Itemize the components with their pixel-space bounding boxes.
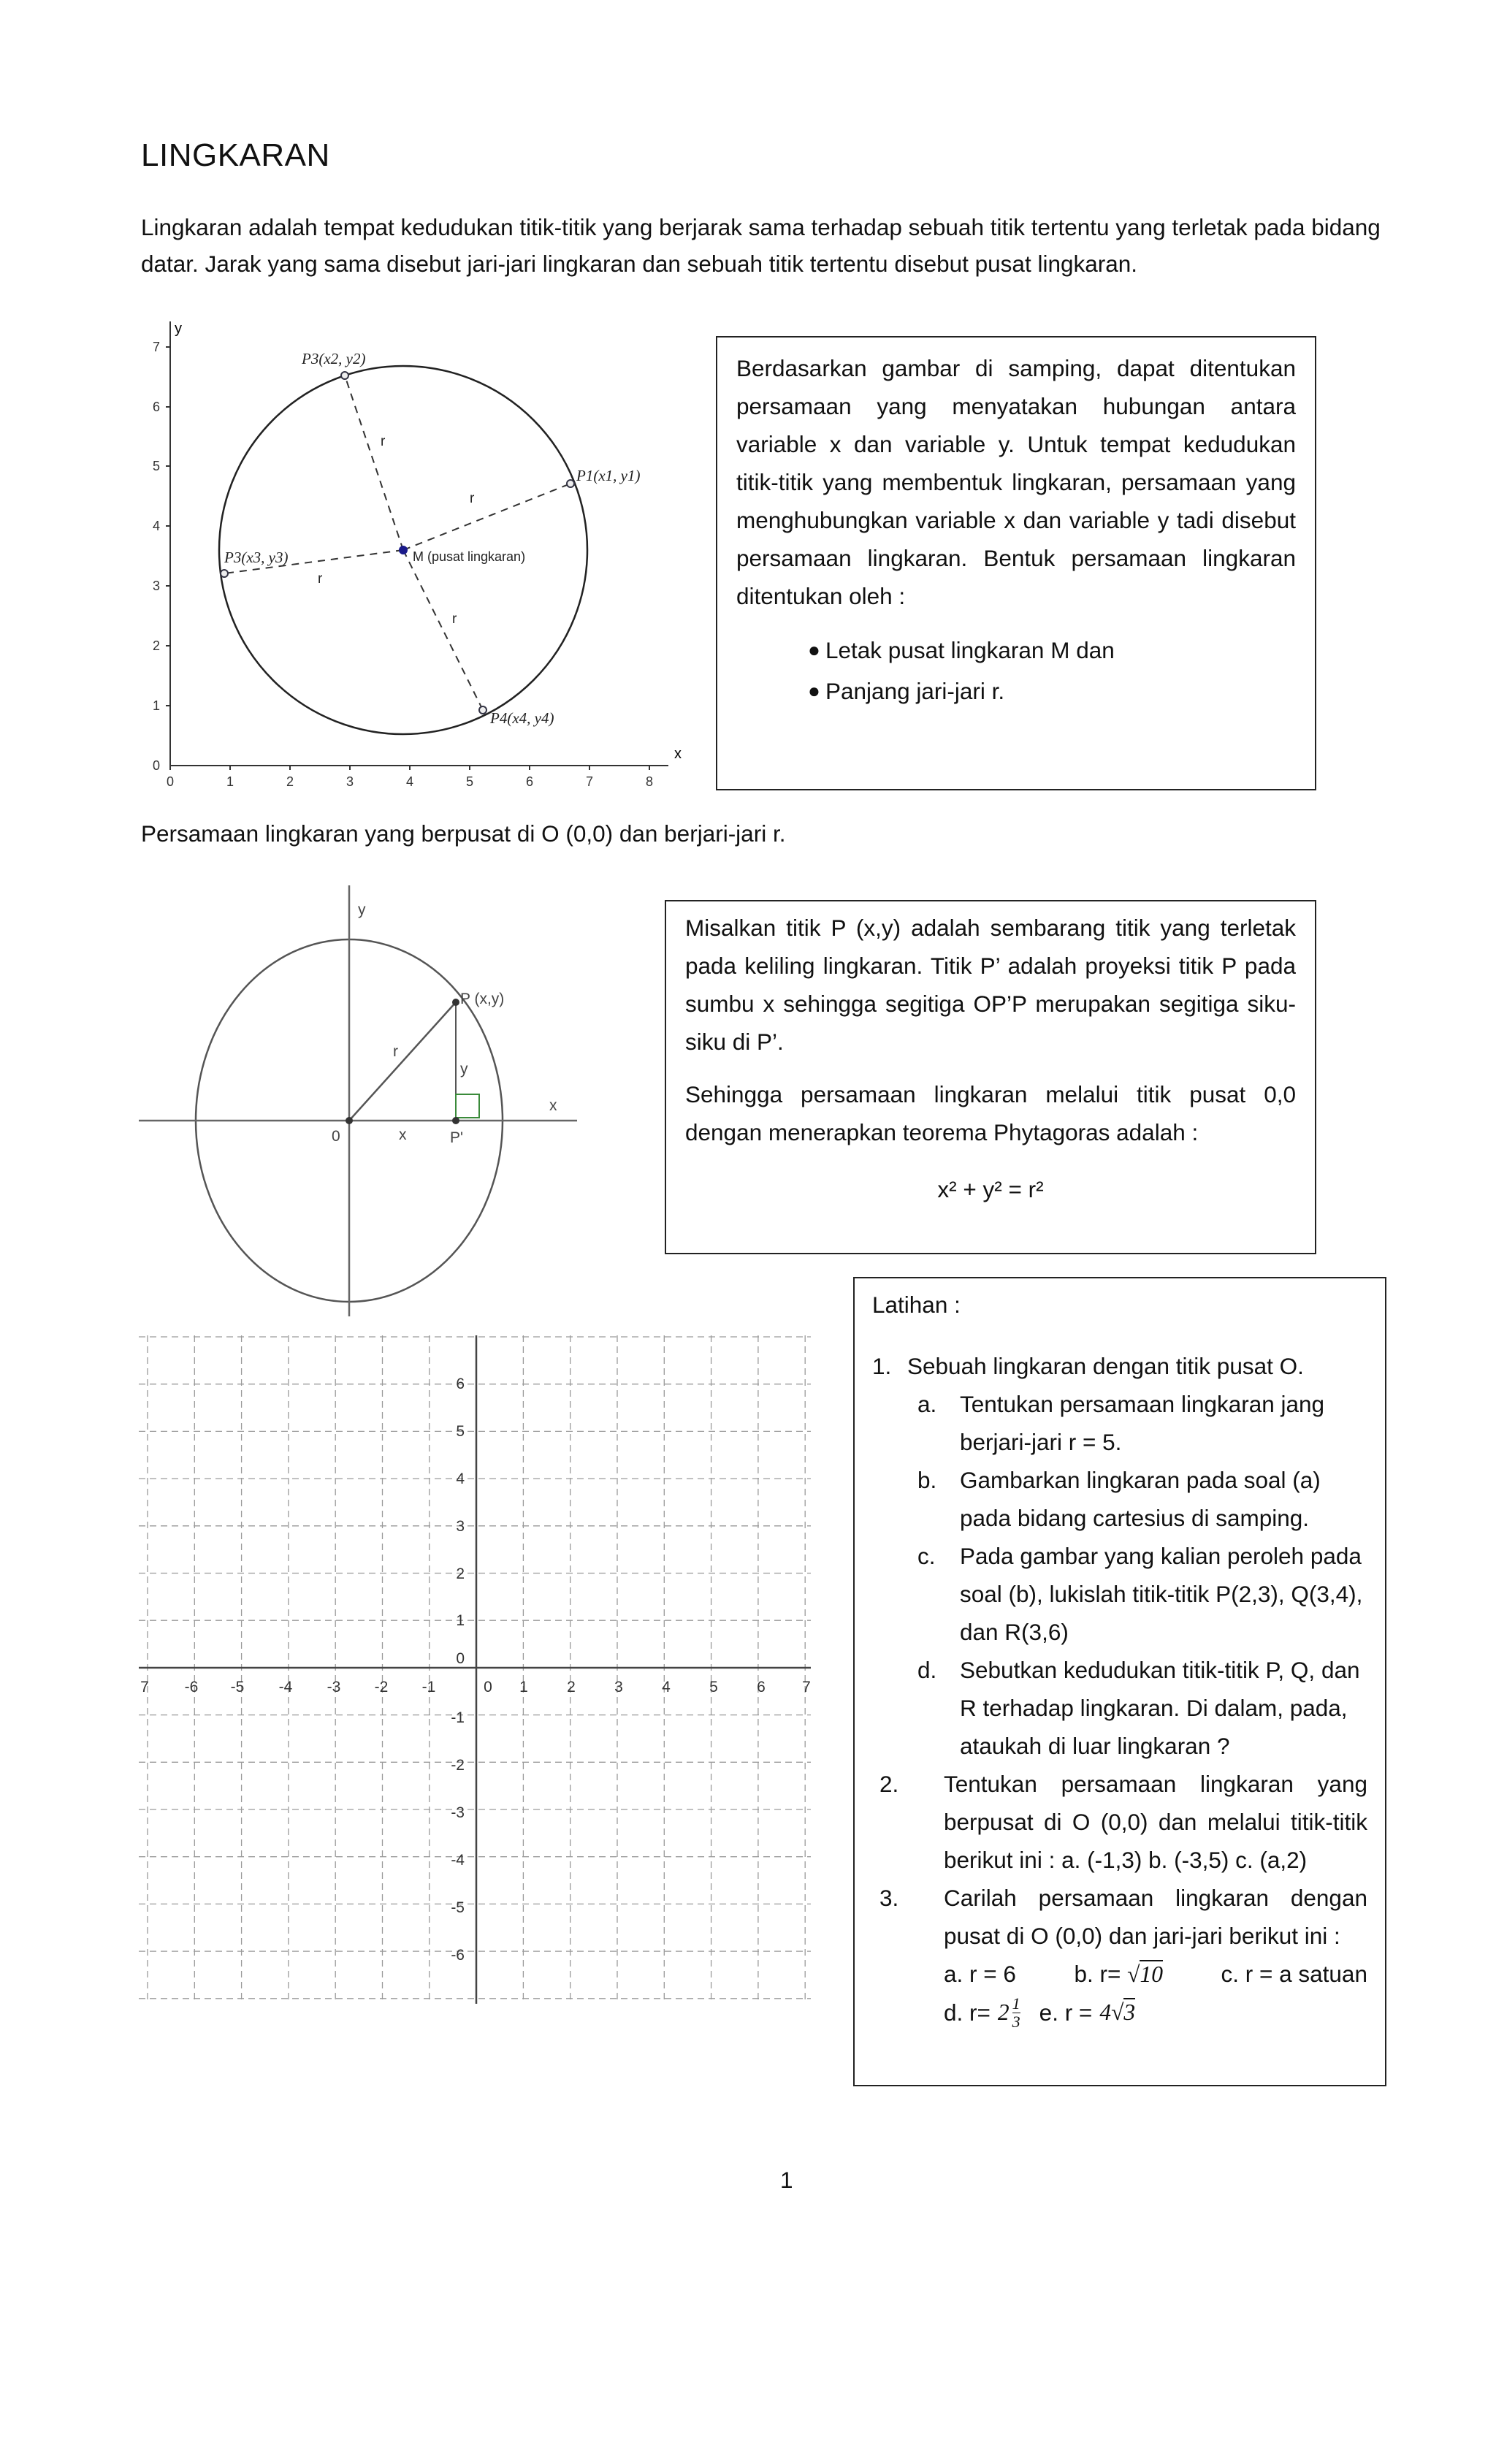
point-p2 [341, 372, 348, 379]
fig1-xtick: 8 [645, 774, 654, 789]
grid-ytick: 3 [456, 1518, 465, 1535]
fig1-xtick: 1 [226, 774, 234, 789]
question-1b: b. Gambarkan lingkaran pada soal (a) pada bidang cartesius di samping. [917, 1467, 1321, 1531]
point-p4 [479, 706, 486, 714]
fig1-xtick: 4 [405, 774, 414, 789]
grid-ytick: 4 [456, 1471, 465, 1487]
question-1: 1. Sebuah lingkaran dengan titik pusat O. [872, 1353, 1304, 1379]
grid-xtick: -1 [421, 1679, 436, 1696]
grid-ytick: 1 [456, 1612, 465, 1629]
fig1-y-label: y [175, 321, 182, 337]
fig1-ytick: 4 [152, 519, 160, 533]
explanation-box [716, 336, 1316, 790]
fig2-y-label: y [358, 901, 366, 918]
label-p1: P1(x1, y1) [576, 467, 641, 484]
pythagoras-text-1: Misalkan titik P (x,y) adalah sembarang titik yang terletak pada keliling lingkaran. Titik P’ adalah proyeksi titik P pada sumbu x sehingga segitiga OP’P merupakan segitiga siku-siku di P’. [685, 915, 1296, 1055]
center-label: M (pusat lingkaran) [413, 549, 526, 564]
grid-ytick: 0 [456, 1650, 465, 1667]
fig1-xtick: 7 [585, 774, 594, 789]
fig1-ytick: 0 [152, 758, 160, 773]
intro-paragraph: Lingkaran adalah tempat kedudukan titik-titik yang berjarak sama terhadap sebuah titik tertentu yang terletak pada bidang datar. Jarak yang sama disebut jari-jari lingkaran dan sebuah titik tertentu disebut pusat lingkaran. [141, 214, 1381, 277]
fig1-xtick: 5 [465, 774, 474, 789]
question-1c: c. Pada gambar yang kalian peroleh pada soal (b), lukislah titik-titik P(2,3), Q(3,4), dan R(3,6) [917, 1543, 1363, 1645]
pythagoras-text-2: Sehingga persamaan lingkaran melalui titik pusat 0,0 dengan menerapkan teorema Phytagoras adalah : [685, 1081, 1296, 1145]
fig1-ytick: 6 [152, 400, 160, 414]
point-p-label: P (x,y) [460, 991, 505, 1007]
grid-xtick: 2 [567, 1679, 576, 1696]
page-number: 1 [780, 2167, 793, 2193]
radius-label: r [381, 434, 386, 449]
right-angle-mark [456, 1094, 479, 1118]
grid-xtick: 4 [662, 1679, 671, 1696]
circle-equation: x² + y² = r² [937, 1176, 1044, 1202]
point-p1 [567, 480, 574, 487]
fig1-ytick: 7 [152, 340, 160, 354]
grid-xtick: -2 [374, 1679, 389, 1696]
origin-label: 0 [332, 1128, 340, 1145]
grid-ytick: -4 [451, 1852, 465, 1869]
cartesian-grid [139, 1335, 818, 2007]
question-3-options-2: d. r= 2 1 3 e. r = 4√3 [944, 1994, 1136, 2031]
grid-ytick: 6 [456, 1376, 465, 1392]
radius-label: r [452, 611, 457, 627]
fig1-xtick: 2 [286, 774, 294, 789]
figure-circle-origin [139, 885, 584, 1324]
grid-xtick: 0 [484, 1679, 492, 1696]
radius-label: r [470, 491, 475, 506]
label-p2: P3(x2, y2) [302, 350, 366, 367]
grid-ytick: 5 [456, 1423, 465, 1440]
radius-label: r [318, 571, 323, 587]
question-1a: a. Tentukan persamaan lingkaran jang berjari-jari r = 5. [917, 1391, 1325, 1455]
fig1-x-label: x [674, 746, 682, 762]
fig1-xtick: 0 [166, 774, 175, 789]
fig1-xtick: 6 [525, 774, 534, 789]
grid-xtick: -6 [184, 1679, 199, 1696]
label-p3: P3(x3, y3) [224, 549, 289, 566]
fig1-ytick: 3 [152, 579, 160, 593]
exercise-heading: Latihan : [872, 1292, 961, 1318]
grid-xtick: 6 [757, 1679, 766, 1696]
grid-ytick: -5 [451, 1899, 465, 1916]
center-m [399, 546, 408, 554]
r-label: r [393, 1043, 398, 1060]
exercise-box [853, 1277, 1386, 2086]
list-item: ● Letak pusat lingkaran M dan [808, 637, 1115, 663]
section-heading: Persamaan lingkaran yang berpusat di O (0,0) dan berjari-jari r. [141, 820, 786, 847]
question-1d: d. Sebutkan kedudukan titik-titik P, Q, dan R terhadap lingkaran. Di dalam, pada, ataukah di luar lingkaran ? [917, 1657, 1360, 1759]
fig1-ytick: 5 [152, 459, 160, 473]
grid-xtick: -4 [278, 1679, 293, 1696]
list-item: ● Panjang jari-jari r. [808, 678, 1005, 704]
pythagoras-box [665, 900, 1316, 1254]
question-3: 3. Carilah persamaan lingkaran dengan pusat di O (0,0) dan jari-jari berikut ini : a. r = 6 b. r= √10 c. r = a satuan d. r= 2 1 3 e. r = 4√3 [879, 1885, 1367, 2031]
grid-ytick: 2 [456, 1565, 465, 1582]
grid-xtick: 7 [802, 1679, 811, 1696]
grid-ytick: -2 [451, 1757, 465, 1774]
label-p4: P4(x4, y4) [490, 709, 554, 727]
explanation-text: Berdasarkan gambar di samping, dapat ditentukan persamaan yang menyatakan hubungan antara variable x dan variable y. Untuk tempat kedudukan titik-titik yang membentuk lingkaran, persamaan yang menghubungkan variable x dan variable y tadi disebut persamaan lingkaran. Bentuk persamaan lingkaran ditentukan oleh : [736, 355, 1296, 609]
y-side-label: y [460, 1061, 468, 1077]
fig1-xtick: 3 [346, 774, 354, 789]
x-side-label: x [399, 1126, 407, 1143]
grid-xtick: 1 [519, 1679, 528, 1696]
grid-ytick: -1 [451, 1709, 465, 1726]
grid-xtick: -5 [230, 1679, 245, 1696]
grid-ytick: -6 [451, 1947, 465, 1964]
grid-xtick: 7 [140, 1679, 149, 1696]
fig1-ytick: 1 [152, 698, 160, 713]
question-3-options-1: a. r = 6 b. r= √10 c. r = a satuan [944, 1961, 1367, 1987]
point-p3 [221, 570, 228, 577]
grid-xtick: -3 [327, 1679, 341, 1696]
projection-label: P' [450, 1129, 464, 1146]
grid-xtick: 3 [614, 1679, 623, 1696]
question-2: 2. Tentukan persamaan lingkaran yang berpusat di O (0,0) dan melalui titik-titik berikut ini : a. (-1,3) b. (-3,5) c. (a,2) [879, 1771, 1367, 1873]
grid-ytick: -3 [451, 1804, 465, 1821]
grid-xtick: 5 [709, 1679, 718, 1696]
page-title: LINGKARAN [141, 137, 330, 173]
fig2-x-label: x [549, 1097, 557, 1114]
figure-circle-points [142, 307, 705, 789]
fig1-ytick: 2 [152, 638, 160, 653]
bullet-list [736, 630, 1296, 712]
